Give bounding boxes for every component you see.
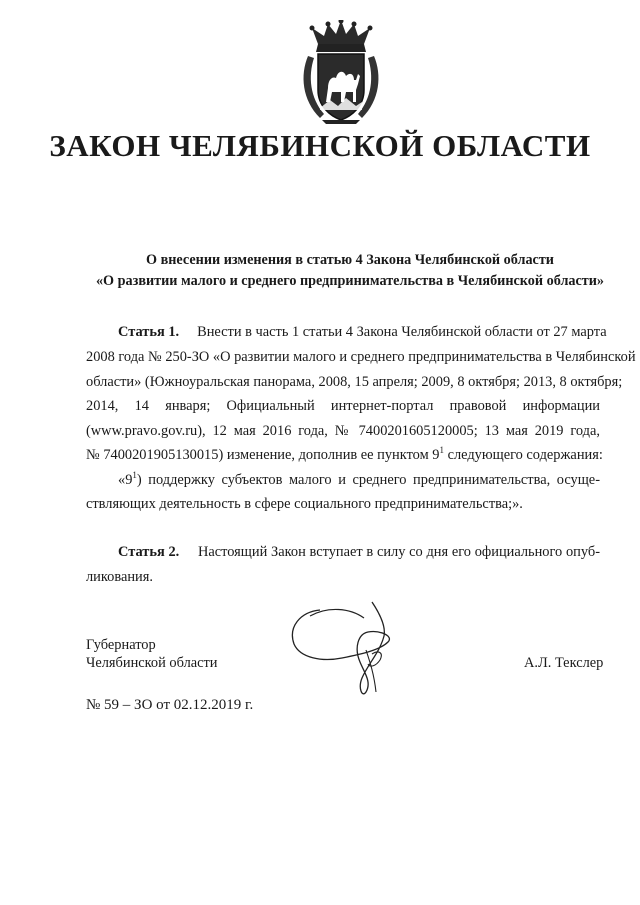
article-1-line-6: № 7400201905130015) изменение, дополнив ее пунктом $9^1$ следующего содержания: (86, 445, 603, 463)
law-number-and-date: № 59 – ЗО от 02.12.2019 г. (86, 697, 254, 713)
article-2-line-2: ликования. (86, 569, 153, 585)
article-2-line-1: Статья 2. Настоящий Закон вступает в силу со дня его официального опуб- (118, 544, 600, 560)
signatory-position-line-2: Челябинской области (86, 655, 218, 671)
law-subtitle-line-1: О внесении изменения в статью 4 Закона Челябинской области (146, 252, 554, 268)
handwritten-signature-icon (280, 592, 410, 702)
signatory-name: А.Л. Текслер (524, 655, 604, 671)
article-1-line-3: области» (Южноуральская панорама, 2008, 15 апреля; 2009, 8 октября; 2013, 8 октября; (86, 374, 623, 390)
article-1-line-5: (www.pravo.gov.ru), 12 мая 2016 года, № 7400201605120005; 13 мая 2019 года, (86, 423, 600, 439)
article-2-label: Статья 2. (118, 544, 180, 560)
signatory-position-line-1: Губернатор (86, 637, 156, 653)
article-1-line-2: 2008 года № 250-ЗО «О развитии малого и среднего предпринимательства в Челябинской (86, 349, 636, 365)
law-subtitle-line-2: «О развитии малого и среднего предпринимательства в Челябинской области» (95, 273, 605, 289)
law-title: ЗАКОН ЧЕЛЯБИНСКОЙ ОБЛАСТИ (49, 128, 591, 163)
coat-of-arms-icon (298, 20, 384, 125)
article-1-quote-line-1: «$9^1$) поддержку субъектов малого и среднего предпринимательства, осуще- (118, 470, 600, 488)
article-1-line-1: Статья 1. Внести в часть 1 статьи 4 Закона Челябинской области от 27 марта (118, 324, 607, 340)
article-1-quote-line-2: ствляющих деятельность в сфере социального предпринимательства;». (86, 496, 523, 512)
article-1-label: Статья 1. (118, 324, 180, 340)
article-1-line-4: 2014, 14 января; Официальный интернет-портал правовой информации (86, 398, 600, 414)
